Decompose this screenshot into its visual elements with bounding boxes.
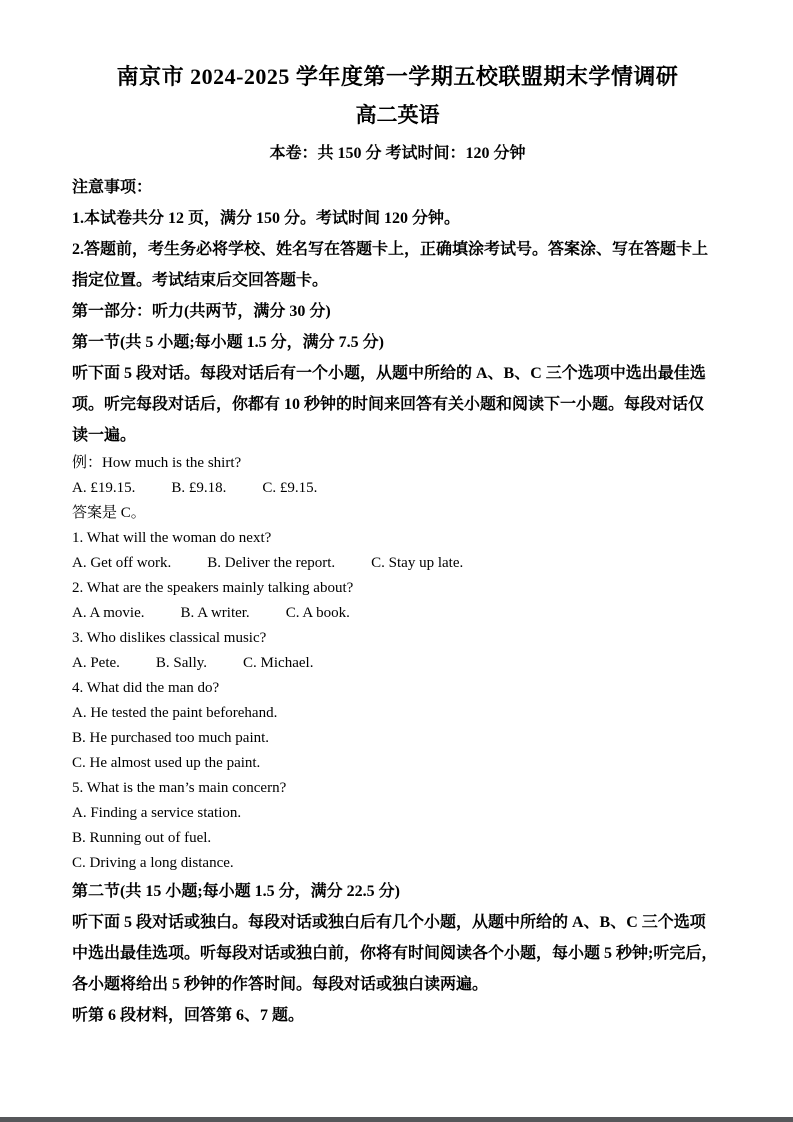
option-line bbox=[72, 601, 723, 626]
text-line: 1. What will the woman do next? bbox=[72, 530, 272, 546]
option-item: C. £9.15. bbox=[262, 480, 318, 496]
text-line: 听第 6 段材料，回答第 6、7 题。 bbox=[72, 1007, 305, 1024]
option-item: B. Deliver the report. bbox=[207, 555, 336, 571]
text-line: 注意事项： bbox=[72, 179, 153, 196]
option-item: A. £19.15. bbox=[72, 480, 136, 496]
option-item: A. Pete. bbox=[72, 655, 120, 671]
text-line: 2.答题前，考生务必将学校、姓名写在答题卡上，正确填涂考试号。答案涂、写在答题卡上 bbox=[72, 241, 709, 258]
text-line: 4. What did the man do? bbox=[72, 680, 220, 696]
text-line: C. Driving a long distance. bbox=[72, 855, 234, 871]
text-line: 例：How much is the shirt? bbox=[72, 455, 242, 471]
page-subtitle: 高二英语 bbox=[355, 103, 440, 127]
option-line bbox=[72, 551, 723, 576]
page-bottom-edge bbox=[0, 1117, 793, 1122]
option-item: C. Stay up late. bbox=[371, 555, 464, 571]
exam-meta: 本卷：共 150 分 考试时间：120 分钟 bbox=[269, 145, 526, 162]
text-line: 第二节(共 15 小题;每小题 1.5 分，满分 22.5 分) bbox=[72, 883, 400, 900]
text-line: A. He tested the paint beforehand. bbox=[72, 705, 278, 721]
text-line: A. Finding a service station. bbox=[72, 805, 242, 821]
text-line: 3. Who dislikes classical music? bbox=[72, 630, 267, 646]
text-line: 中选出最佳选项。听每段对话或独白前，你将有时间阅读各个小题，每小题 5 秒钟;听完后， bbox=[72, 945, 718, 962]
text-line: 读一遍。 bbox=[72, 427, 137, 444]
text-line: C. He almost used up the paint. bbox=[72, 755, 261, 771]
text-line: B. He purchased too much paint. bbox=[72, 730, 270, 746]
text-line: 答案是 C。 bbox=[72, 505, 146, 521]
text-line: 2. What are the speakers mainly talking about? bbox=[72, 580, 354, 596]
text-line: 第一部分：听力(共两节，满分 30 分) bbox=[72, 303, 331, 320]
option-line bbox=[72, 651, 723, 676]
option-item: B. £9.18. bbox=[171, 480, 227, 496]
text-line: B. Running out of fuel. bbox=[72, 830, 212, 846]
option-line bbox=[72, 476, 723, 501]
document-body bbox=[72, 172, 723, 1031]
option-item: C. Michael. bbox=[243, 655, 314, 671]
text-line: 项。听完每段对话后，你都有 10 秒钟的时间来回答有关小题和阅读下一小题。每段对话仅 bbox=[72, 396, 705, 413]
text-line: 1.本试卷共分 12 页，满分 150 分。考试时间 120 分钟。 bbox=[72, 210, 461, 227]
text-line: 5. What is the man’s main concern? bbox=[72, 780, 287, 796]
text-line: 听下面 5 段对话或独白。每段对话或独白后有几个小题，从题中所给的 A、B、C 三个选项 bbox=[72, 914, 706, 931]
text-line: 听下面 5 段对话。每段对话后有一个小题，从题中所给的 A、B、C 三个选项中选出最佳选 bbox=[72, 365, 706, 382]
text-line: 各小题将给出 5 秒钟的作答时间。每段对话或独白读两遍。 bbox=[72, 976, 489, 993]
option-item: C. A book. bbox=[285, 605, 350, 621]
option-item: A. A movie. bbox=[72, 605, 145, 621]
option-item: B. Sally. bbox=[155, 655, 208, 671]
text-line: 指定位置。考试结束后交回答题卡。 bbox=[72, 272, 329, 289]
option-item: A. Get off work. bbox=[72, 555, 172, 571]
text-line: 第一节(共 5 小题;每小题 1.5 分，满分 7.5 分) bbox=[72, 334, 384, 351]
option-item: B. A writer. bbox=[180, 605, 250, 621]
page-title: 南京市 2024-2025 学年度第一学期五校联盟期末学情调研 bbox=[116, 64, 679, 89]
